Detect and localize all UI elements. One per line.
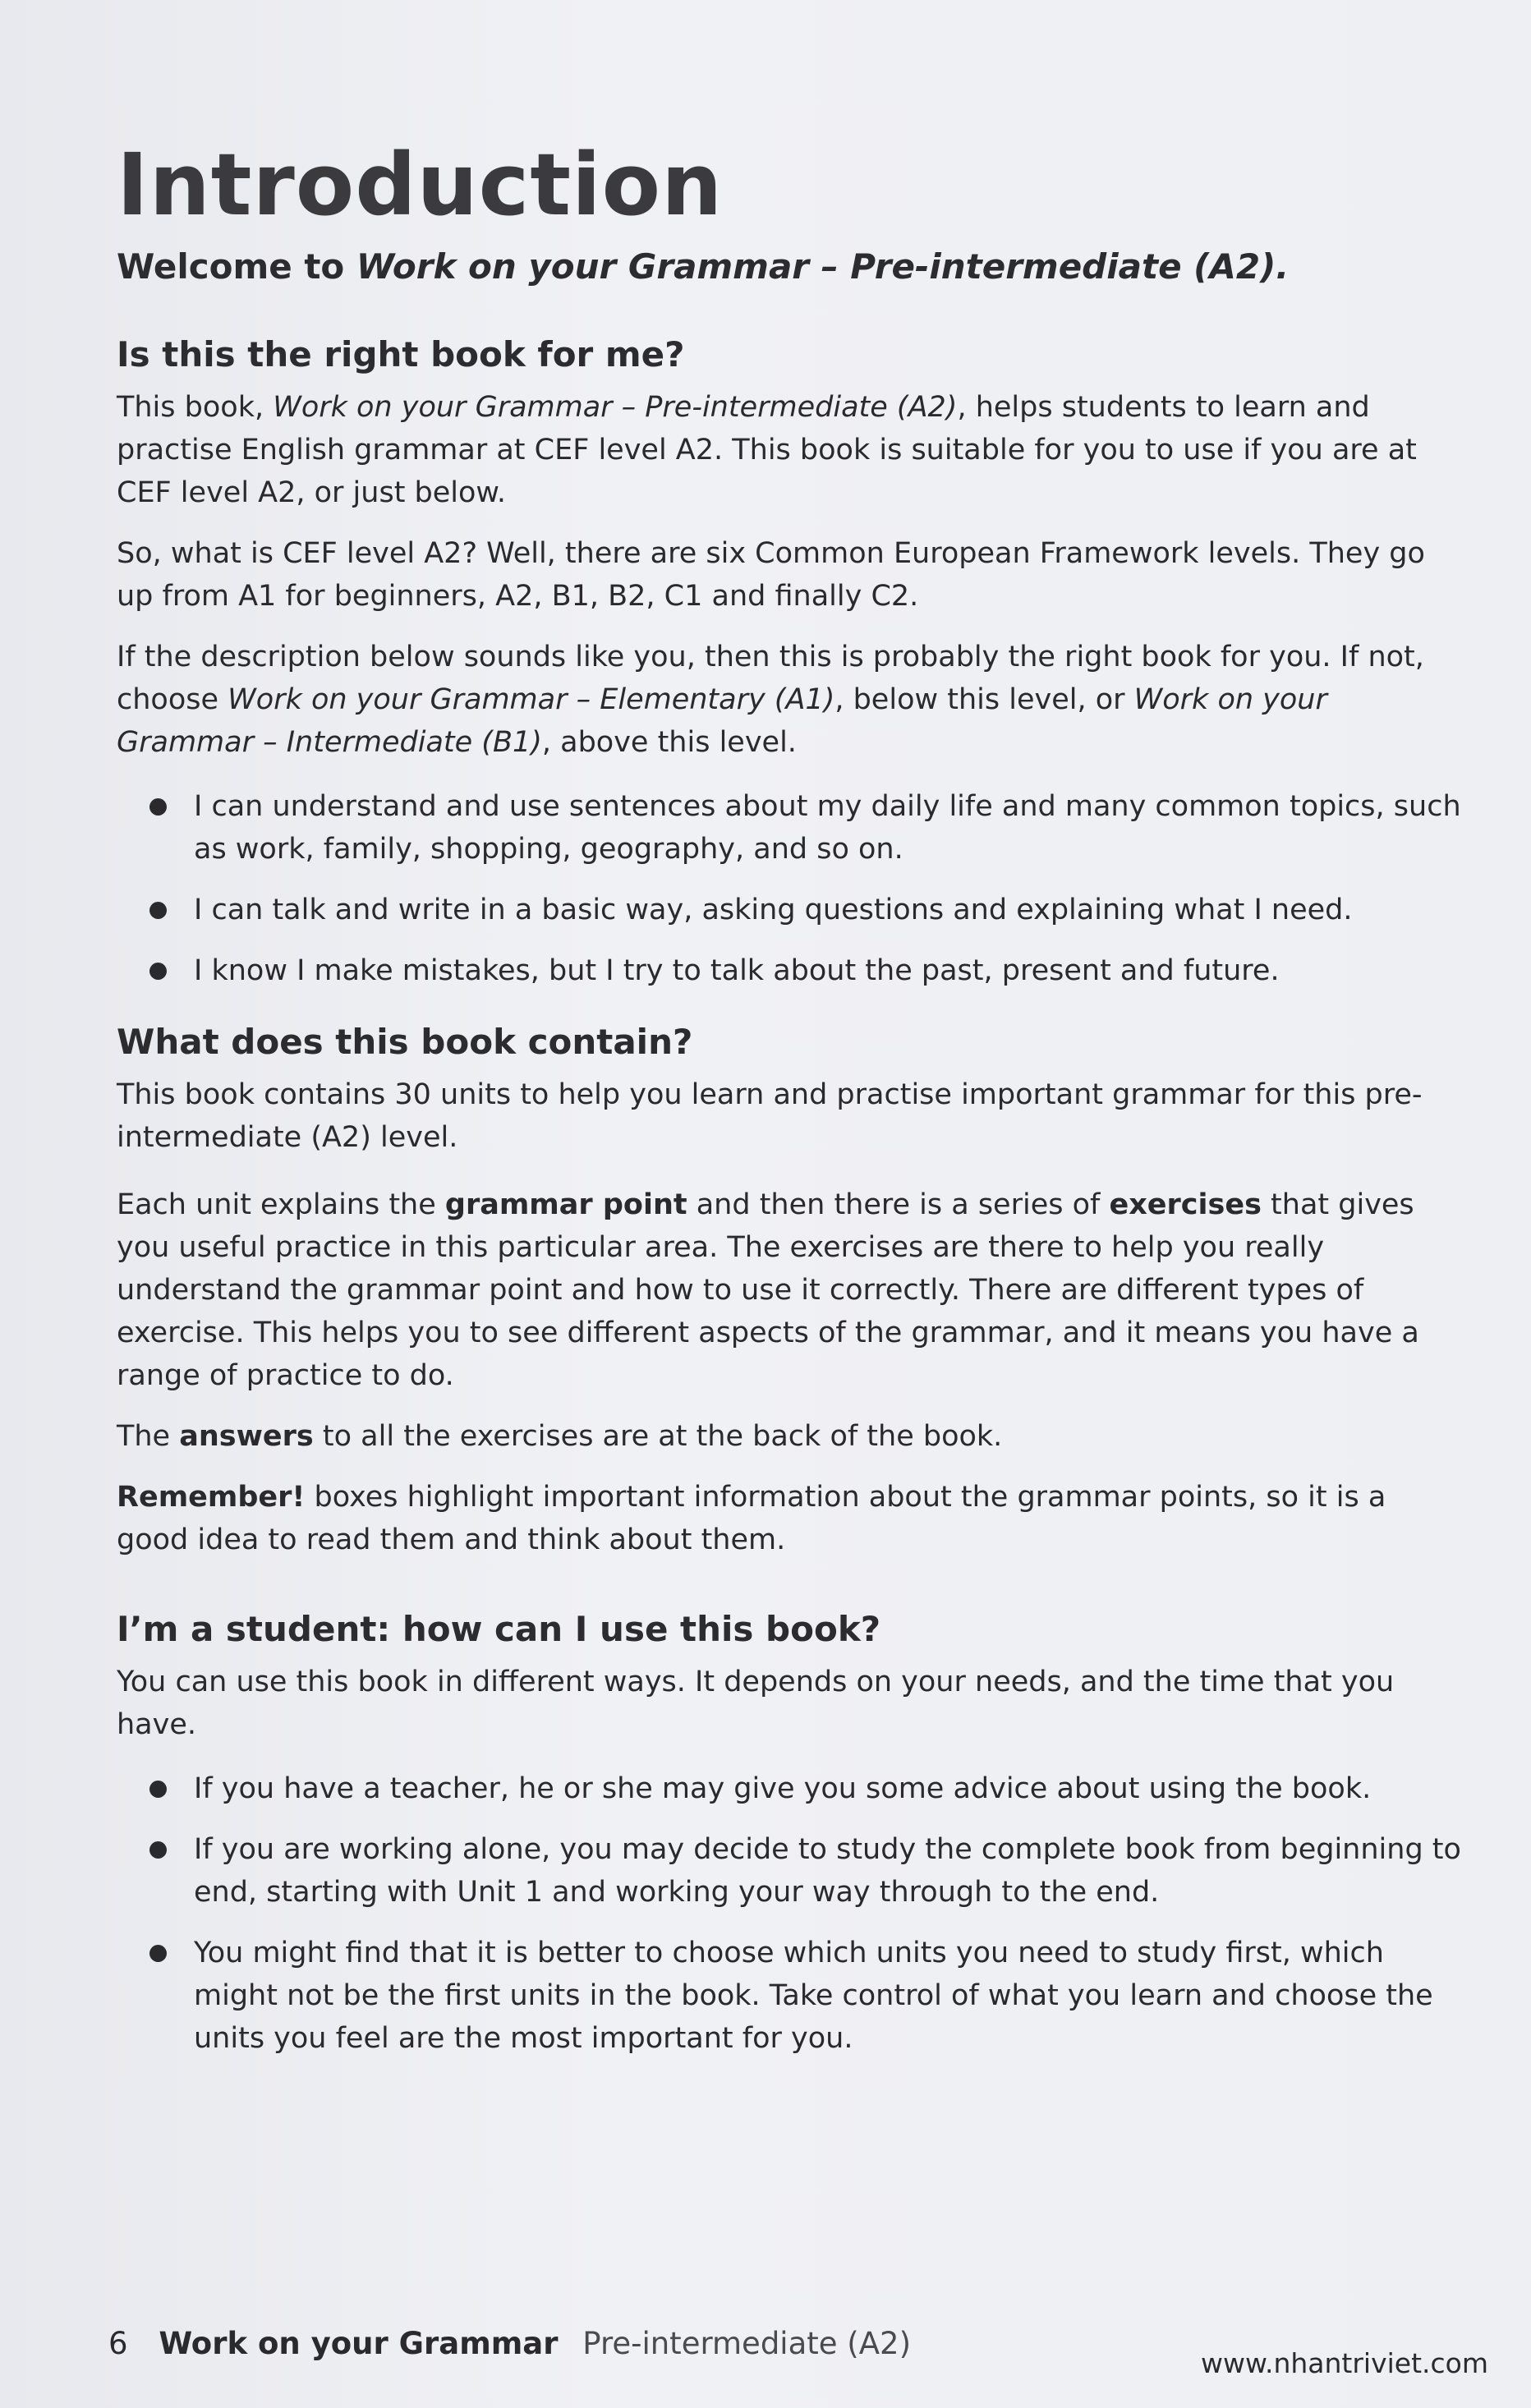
paragraph: You can use this book in different ways. It depends on your needs, and the time that you have. xyxy=(117,1666,1395,1742)
bullet-list xyxy=(117,1767,1464,2060)
welcome-prefix: Welcome to xyxy=(117,246,356,287)
paragraph: Remember! boxes highlight important information about the grammar points, so it is a good idea to read them and think about them. xyxy=(117,1481,1386,1557)
list-item: You might find that it is better to choose which units you need to study first, which might not be the first units in the book. Take control of what you learn and choose the units you feel are the most important for you. xyxy=(117,1932,1464,2060)
page-number: 6 xyxy=(108,2326,128,2361)
page-title: Introduction xyxy=(117,135,724,235)
bullet-icon xyxy=(149,798,167,816)
page-content xyxy=(117,135,1464,2078)
paragraph: The answers to all the exercises are at the back of the book. xyxy=(117,1420,1003,1454)
section-heading-student: I’m a student: how can I use this book? xyxy=(117,1609,881,1650)
list-item: I can talk and write in a basic way, asking questions and explaining what I need. xyxy=(117,889,1464,931)
page-footer xyxy=(108,2326,1505,2379)
footer-subtitle: Pre-intermediate (A2) xyxy=(582,2326,912,2361)
welcome-book-title: Work on your Grammar – Pre-intermediate (A2). xyxy=(356,246,1290,287)
list-item: If you have a teacher, he or she may give you some advice about using the book. xyxy=(117,1767,1464,1810)
paragraph: If the description below sounds like you, then this is probably the right book for you. If not, choose Work on your Grammar – Elementary (A1), below this level, or Work on your Grammar – Intermediate (B1), above this level. xyxy=(117,641,1424,760)
bullet-list xyxy=(117,785,1464,992)
paragraph: Each unit explains the grammar point and then there is a series of exercises that gives you useful practice in this particular area. The exercises are there to help you really understand the grammar point and how to use it correctly. There are different types of exercise. This helps you to see different aspects of the grammar, and it means you have a range of practice to do. xyxy=(117,1188,1419,1393)
footer-title: Work on your Grammar xyxy=(159,2326,559,2361)
section-heading-right-book: Is this the right book for me? xyxy=(117,334,685,375)
bullet-icon xyxy=(149,963,167,980)
list-item: I can understand and use sentences about my daily life and many common topics, such as work, family, shopping, geography, and so on. xyxy=(117,785,1464,871)
bullet-icon xyxy=(149,902,167,919)
paragraph: This book, Work on your Grammar – Pre-intermediate (A2), helps students to learn and practise English grammar at CEF level A2. This book is suitable for you to use if you are at CEF level A2, or just below. xyxy=(117,391,1417,510)
section-heading-contents: What does this book contain? xyxy=(117,1022,693,1063)
welcome-line xyxy=(117,246,1464,287)
paragraph: This book contains 30 units to help you learn and practise important grammar for this pre-intermediate (A2) level. xyxy=(117,1078,1423,1155)
paragraph: So, what is CEF level A2? Well, there are six Common European Framework levels. They go up from A1 for beginners, A2, B1, B2, C1 and finally C2. xyxy=(117,537,1425,613)
bullet-icon xyxy=(149,1945,167,1962)
list-item: If you are working alone, you may decide to study the complete book from beginning to end, starting with Unit 1 and working your way through to the end. xyxy=(117,1828,1464,1914)
list-item: I know I make mistakes, but I try to talk about the past, present and future. xyxy=(117,949,1464,992)
bullet-icon xyxy=(149,1841,167,1859)
bullet-icon xyxy=(149,1781,167,1798)
footer-url: www.nhantriviet.com xyxy=(1201,2347,1488,2379)
